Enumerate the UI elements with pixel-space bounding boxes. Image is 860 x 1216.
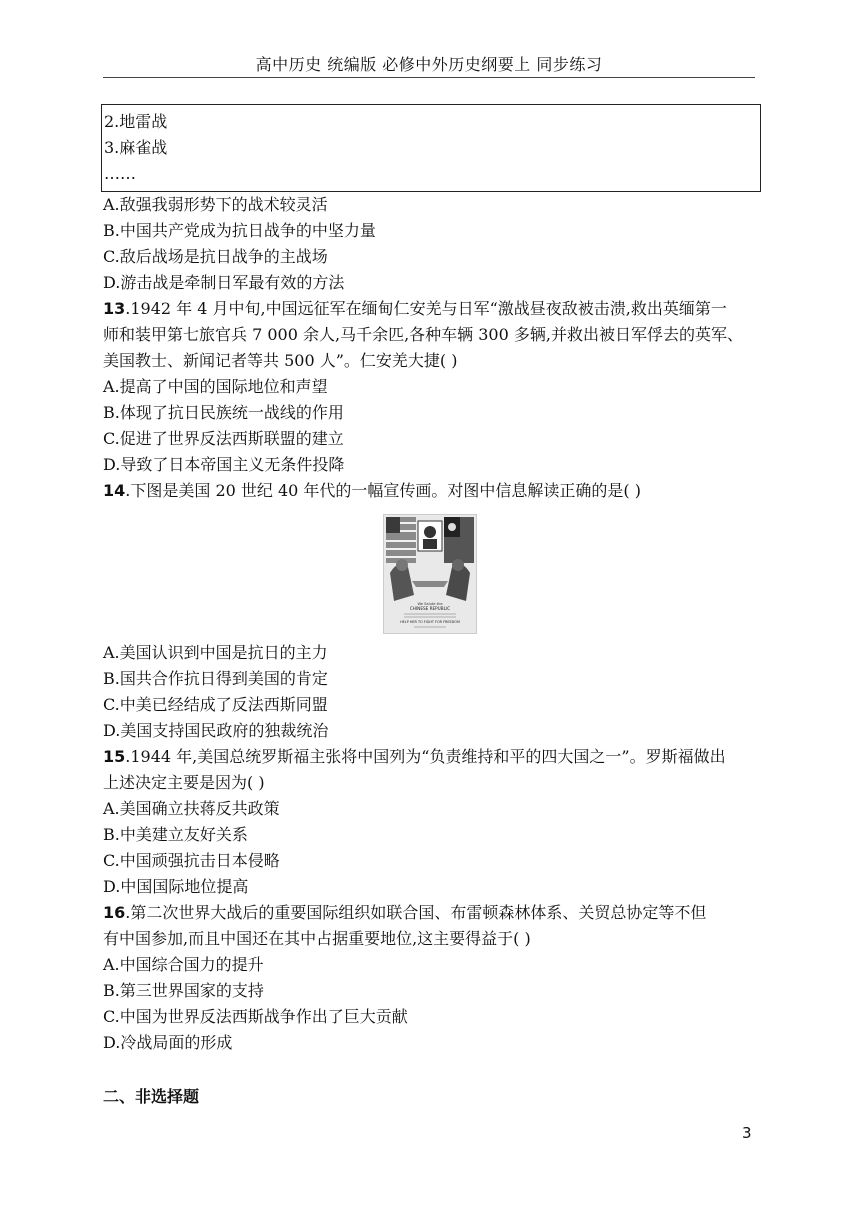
poster-caption: We Salute the xyxy=(417,602,443,606)
page-number: 3 xyxy=(742,1124,752,1142)
question-number: 14 xyxy=(103,481,126,500)
question-number: 15 xyxy=(103,747,126,766)
propaganda-poster-image xyxy=(383,514,477,634)
box-line: 3.麻雀战 xyxy=(104,138,168,157)
question-stem: 有中国参加,而且中国还在其中占据重要地位,这主要得益于( ) xyxy=(103,929,531,948)
option-b: B.中美建立友好关系 xyxy=(103,825,248,844)
page-content xyxy=(103,104,765,1110)
option-a: A.美国确立扶蒋反共政策 xyxy=(103,799,280,818)
question-stem: 15.1944 年,美国总统罗斯福主张将中国列为“负责维持和平的四大国之一”。罗斯福做出 xyxy=(103,747,726,766)
material-box xyxy=(101,104,761,192)
question-number: 13 xyxy=(103,299,126,318)
question-15 xyxy=(103,744,765,900)
option-a: A.中国综合国力的提升 xyxy=(103,955,264,974)
option-d: D.冷战局面的形成 xyxy=(103,1033,233,1052)
question-stem: 上述决定主要是因为( ) xyxy=(103,773,265,792)
poster-caption: HELP HER TO FIGHT FOR FREEDOM xyxy=(400,620,460,624)
question-16 xyxy=(103,900,765,1056)
header-rule xyxy=(103,77,755,78)
option-b: B.体现了抗日民族统一战线的作用 xyxy=(103,403,344,422)
option-a: A.敌强我弱形势下的战术较灵活 xyxy=(103,195,328,214)
option-d: D.美国支持国民政府的独裁统治 xyxy=(103,721,329,740)
section-title: 二、非选择题 xyxy=(103,1087,200,1106)
option-c: C.促进了世界反法西斯联盟的建立 xyxy=(103,429,344,448)
option-c: C.中美已经结成了反法西斯同盟 xyxy=(103,695,328,714)
option-a: A.提高了中国的国际地位和声望 xyxy=(103,377,328,396)
option-b: B.中国共产党成为抗日战争的中坚力量 xyxy=(103,221,376,240)
question-stem: 13.1942 年 4 月中旬,中国远征军在缅甸仁安羌与日军“激战昼夜敌被击溃,救出英缅第一 xyxy=(103,299,727,318)
question-13 xyxy=(103,296,765,478)
question-stem: 16.第二次世界大战后的重要国际组织如联合国、布雷顿森林体系、关贸总协定等不但 xyxy=(103,903,707,922)
option-d: D.中国国际地位提高 xyxy=(103,877,249,896)
option-d: D.游击战是牵制日军最有效的方法 xyxy=(103,273,345,292)
option-c: C.敌后战场是抗日战争的主战场 xyxy=(103,247,328,266)
question-12-options xyxy=(103,192,765,296)
option-d: D.导致了日本帝国主义无条件投降 xyxy=(103,455,345,474)
option-c: C.中国顽强抗击日本侵略 xyxy=(103,851,280,870)
box-line: 2.地雷战 xyxy=(104,112,168,131)
box-line: …… xyxy=(104,164,136,183)
option-b: B.国共合作抗日得到美国的肯定 xyxy=(103,669,328,688)
option-b: B.第三世界国家的支持 xyxy=(103,981,264,1000)
page-header: 高中历史 统编版 必修中外历史纲要上 同步练习 xyxy=(255,55,603,74)
option-c: C.中国为世界反法西斯战争作出了巨大贡献 xyxy=(103,1007,408,1026)
question-stem: 14.下图是美国 20 世纪 40 年代的一幅宣传画。对图中信息解读正确的是( ) xyxy=(103,481,641,500)
question-stem: 师和装甲第七旅官兵 7 000 余人,马千余匹,各种车辆 300 多辆,并救出被日军俘去的英军、 xyxy=(103,325,743,344)
question-14 xyxy=(103,478,765,744)
question-stem: 美国教士、新闻记者等共 500 人”。仁安羌大捷( ) xyxy=(103,351,458,370)
poster-caption: CHINESE REPUBLIC xyxy=(409,606,451,611)
option-a: A.美国认识到中国是抗日的主力 xyxy=(103,643,328,662)
question-number: 16 xyxy=(103,903,126,922)
